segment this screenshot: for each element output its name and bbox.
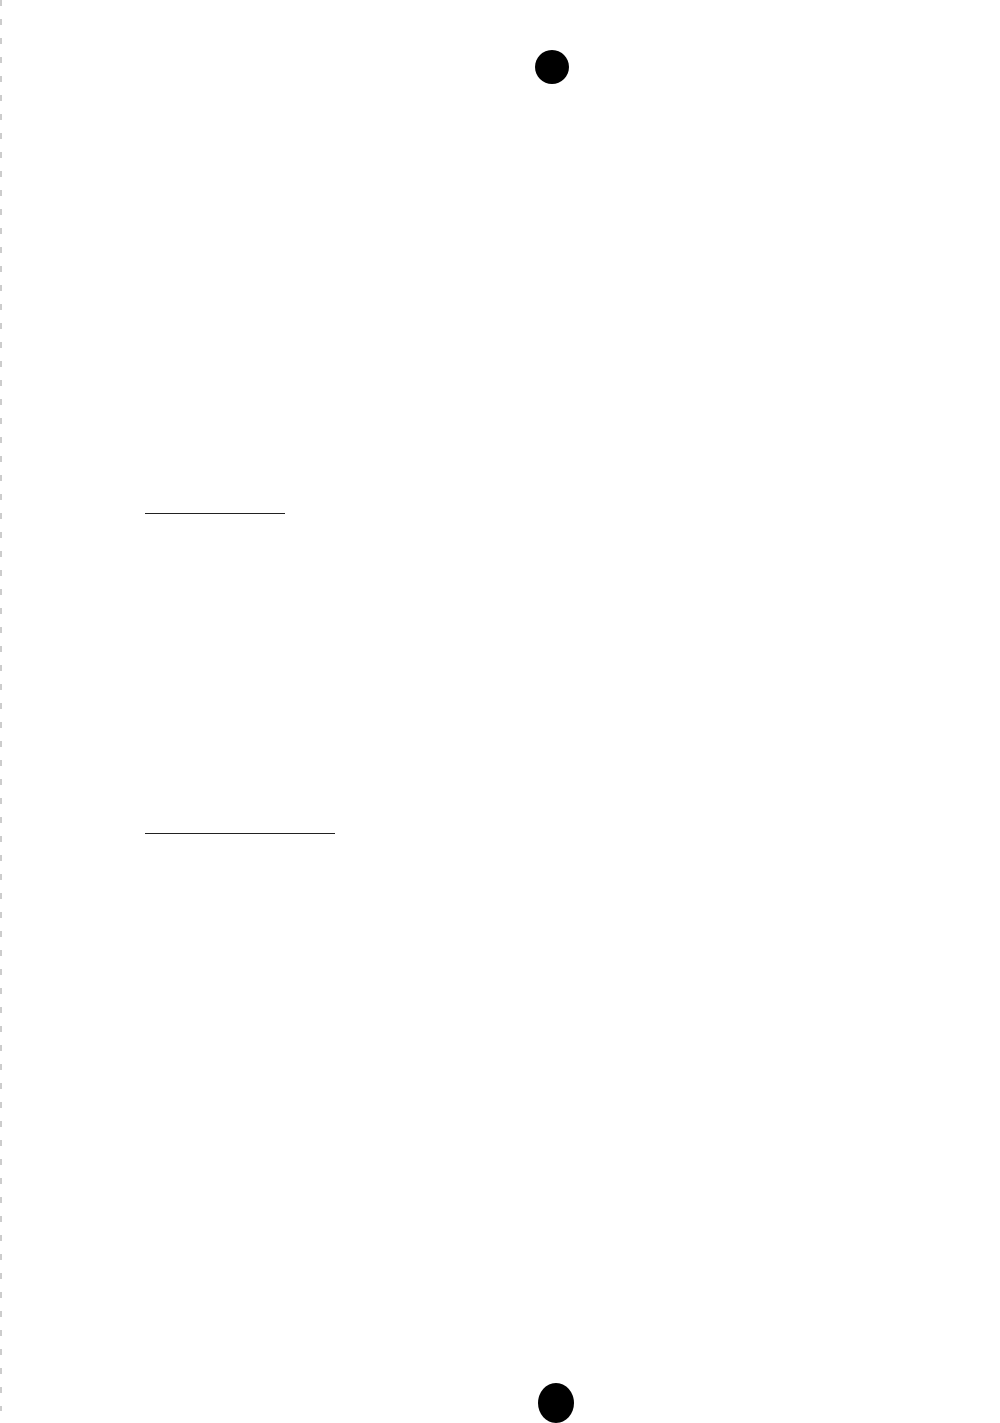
- divider: [145, 513, 285, 514]
- punch-hole-top: [535, 50, 569, 84]
- punch-hole-bottom: [538, 1383, 574, 1423]
- column-headers: [785, 855, 826, 875]
- divider: [145, 833, 335, 834]
- scan-edge: [0, 0, 2, 1411]
